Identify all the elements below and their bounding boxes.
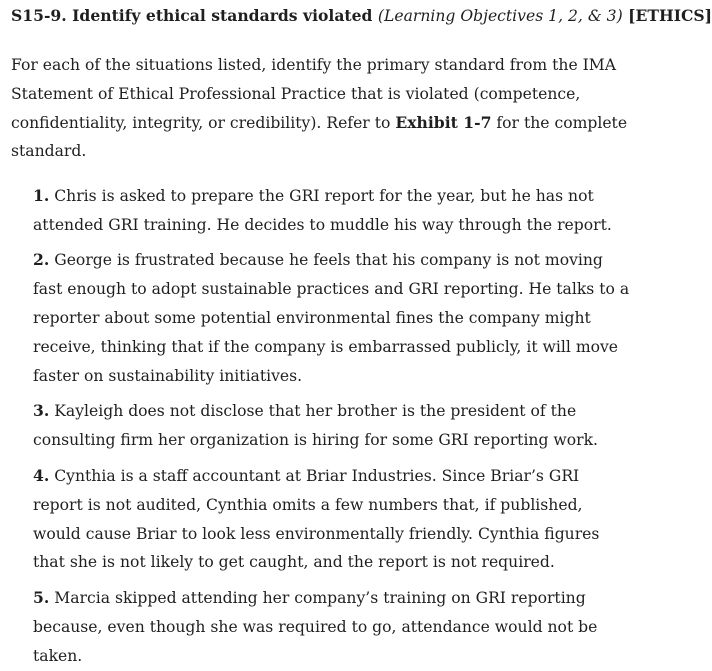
- item-number: 1.: [33, 185, 50, 205]
- item-text: George is frustrated because he feels that his company is not moving fast enough to adopt sustainable practices and GRI reporting. He talks to a reporter about some potential environmental fines the company might receive, thinking that if the company is embarrassed publicly, it will move faster on sustainability initiatives.: [33, 251, 630, 385]
- list-item: [33, 397, 632, 455]
- instructions-text-end: for the complete standard.: [11, 113, 628, 161]
- list-item: [33, 182, 632, 240]
- instructions-paragraph: [11, 51, 632, 166]
- item-text: Kayleigh does not disclose that her brother is the president of the consulting firm her organization is hiring for some GRI reporting work.: [33, 402, 599, 450]
- exercise-title: S15-9. Identify ethical standards violated: [11, 6, 373, 25]
- instructions-text: For each of the situations listed, identify the primary standard from the IMA Statement of Ethical Professional Practice that is violated (competence, confidentiality, integrity, or credibility). Refer to: [11, 56, 617, 132]
- item-number: 3.: [33, 401, 50, 421]
- ethics-tag: [ETHICS]: [628, 6, 712, 25]
- situations-list: [11, 182, 632, 671]
- exhibit-reference: Exhibit 1-7: [395, 112, 492, 132]
- exercise-heading: [11, 6, 712, 26]
- item-number: 5.: [33, 588, 50, 608]
- item-text: Marcia skipped attending her company’s training on GRI reporting because, even though she was required to go, attendance would not be taken.: [33, 589, 598, 665]
- list-item: [33, 246, 632, 390]
- list-item: [33, 584, 632, 670]
- item-number: 2.: [33, 250, 50, 270]
- item-number: 4.: [33, 465, 50, 485]
- item-text: Chris is asked to prepare the GRI report for the year, but he has not attended GRI training. He decides to muddle his way through the report.: [33, 186, 612, 234]
- learning-objectives: (Learning Objectives 1, 2, & 3): [377, 7, 623, 25]
- item-text: Cynthia is a staff accountant at Briar Industries. Since Briar’s GRI report is not audited, Cynthia omits a few numbers that, if published, would cause Briar to look less environmentally friendly. Cynthia figures that she is not likely to get caught, and the report is not required.: [33, 466, 600, 572]
- list-item: [33, 462, 632, 577]
